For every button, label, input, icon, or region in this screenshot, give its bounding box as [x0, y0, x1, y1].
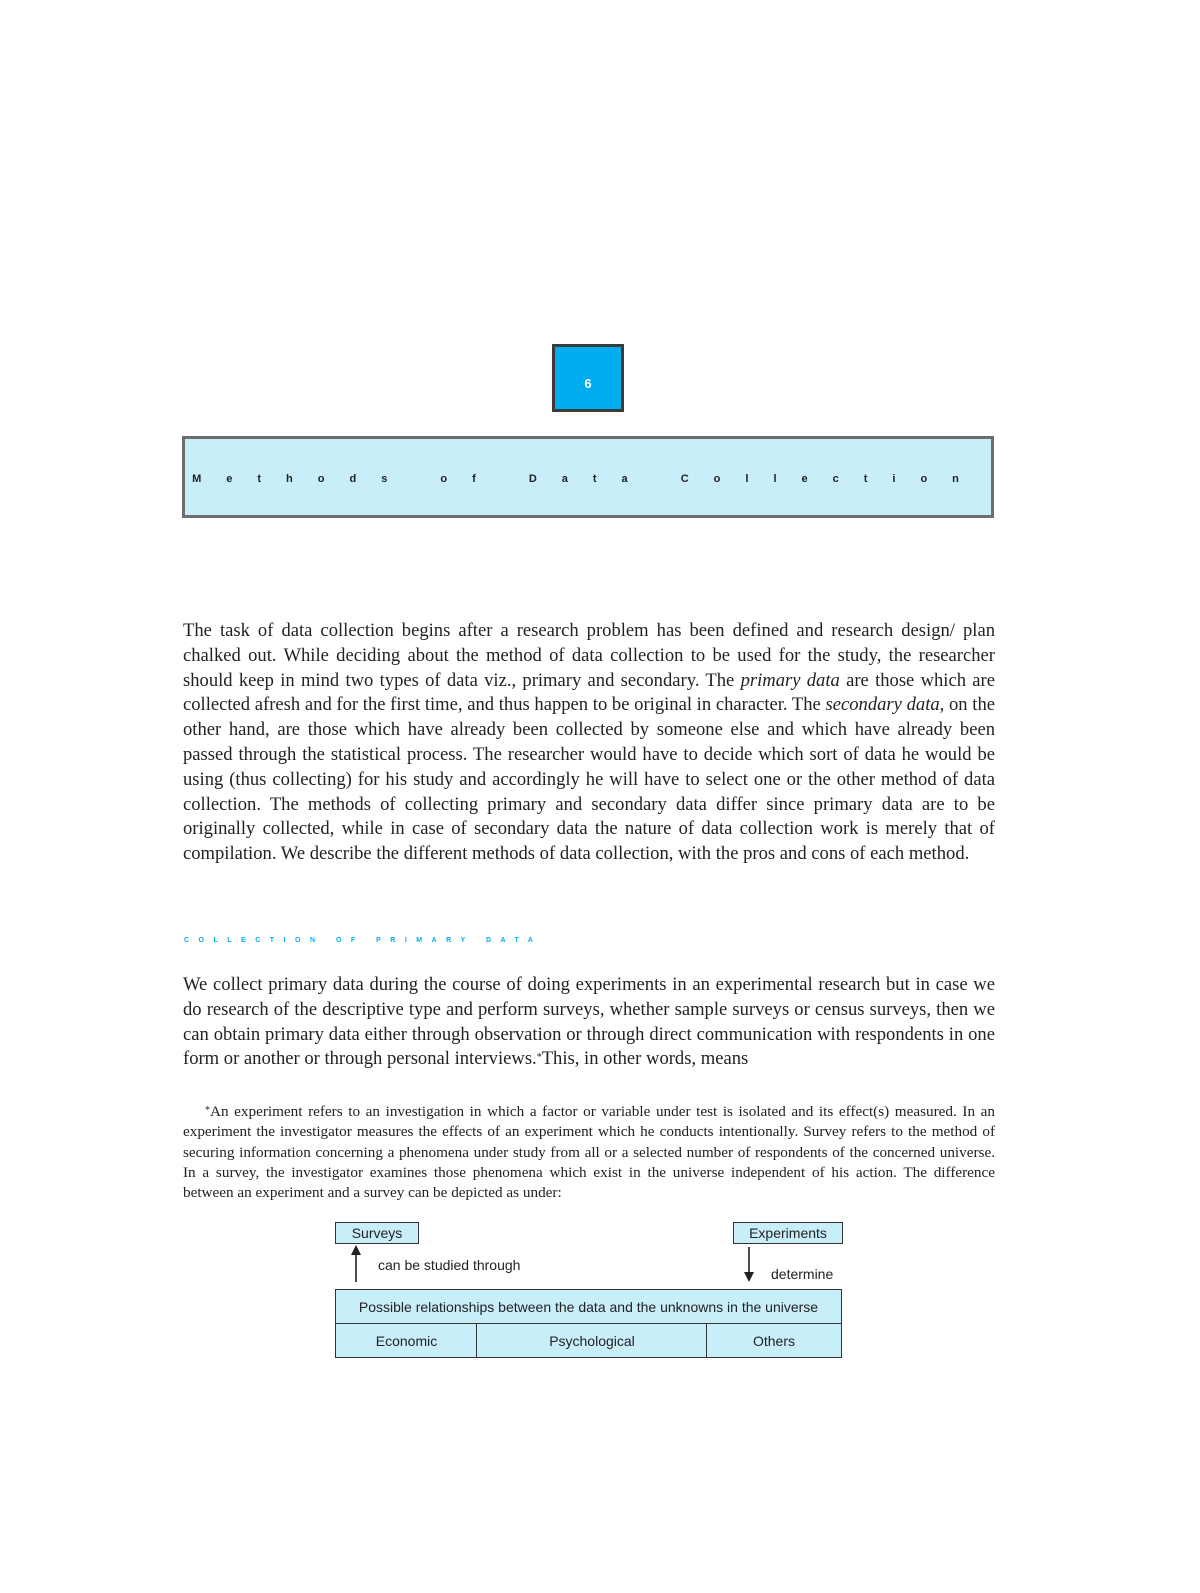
chapter-number: 6 [584, 375, 592, 391]
surveys-label: Surveys [351, 1225, 403, 1241]
others-label: Others [752, 1332, 795, 1349]
footnote-marker: * [205, 1105, 210, 1116]
intro-text-1: The task of data collection begins after a research problem has been defined and research design/ plan chalked out. While deciding about the method of data collection to be used for the study, the researcher should keep in mind two types of data viz., primary and secondary. The [183, 620, 995, 691]
psychological-box [476, 1323, 708, 1358]
section-text-1: We collect primary data during the course of doing experiments in an experimental research but in case we do research of the descriptive type and perform surveys, whether sample surveys or census surveys, then we can obtain primary data either through observation or through direct communication with respondents in one form or another or through personal interviews. [183, 974, 995, 1070]
surveys-box [335, 1222, 419, 1244]
experiments-label: Experiments [749, 1225, 827, 1241]
relationships-box [335, 1289, 842, 1325]
section-heading: COLLECTION OF PRIMARY DATA [184, 937, 543, 944]
intro-text-3: , on the other hand, are those which have already been collected by someone else and which have already been passed through the statistical process. The researcher would have to decide which sort of data he would be using (thus collecting) for his study and accordingly he will have to select one or the other method of data collection. The methods of collecting primary and secondary data differ since primary data are to be originally collected, while in case of secondary data the nature of data collection work is merely that of compilation. We describe the different methods of data collection, with the pros and cons of each method. [183, 694, 995, 865]
chapter-title: Methods of Data Collection [192, 473, 984, 485]
section-paragraph [183, 973, 995, 1072]
footnote-text: An experiment refers to an investigation in which a factor or variable under test is isolated and its effect(s) measured. In an experiment the investigator measures the effects of an experiment which he conducts intentionally. Survey refers to the method of securing information concerning a phenomena under study from all or a selected number of respondents of the concerned universe. In a survey, the investigator examines those phenomena which exist in the universe independent of his action. The difference between an experiment and a survey can be depicted as under: [183, 1103, 995, 1202]
determine-label: determine [771, 1266, 834, 1282]
chapter-title-box [182, 436, 994, 518]
others-box [706, 1323, 842, 1358]
term-primary-data: primary data [740, 669, 840, 691]
footnote [183, 1102, 995, 1203]
footnote-reference: * [536, 1052, 542, 1064]
can-be-studied-label: can be studied through [378, 1257, 521, 1273]
experiments-box [733, 1222, 843, 1244]
intro-text-2: are those which are collected afresh and for the first time, and thus happen to be original in character. The [183, 669, 995, 716]
economic-label: Economic [375, 1332, 438, 1349]
up-arrow-icon [348, 1244, 364, 1284]
down-arrow-icon [741, 1246, 757, 1284]
term-secondary-data: secondary data [825, 694, 940, 716]
relationships-label: Possible relationships between the data and the unknowns in the universe [358, 1299, 819, 1315]
psychological-label: Psychological [549, 1332, 635, 1349]
intro-paragraph [183, 619, 995, 867]
economic-box [335, 1323, 478, 1358]
section-text-2: This, in other words, means [541, 1048, 749, 1070]
chapter-number-box [552, 344, 624, 412]
